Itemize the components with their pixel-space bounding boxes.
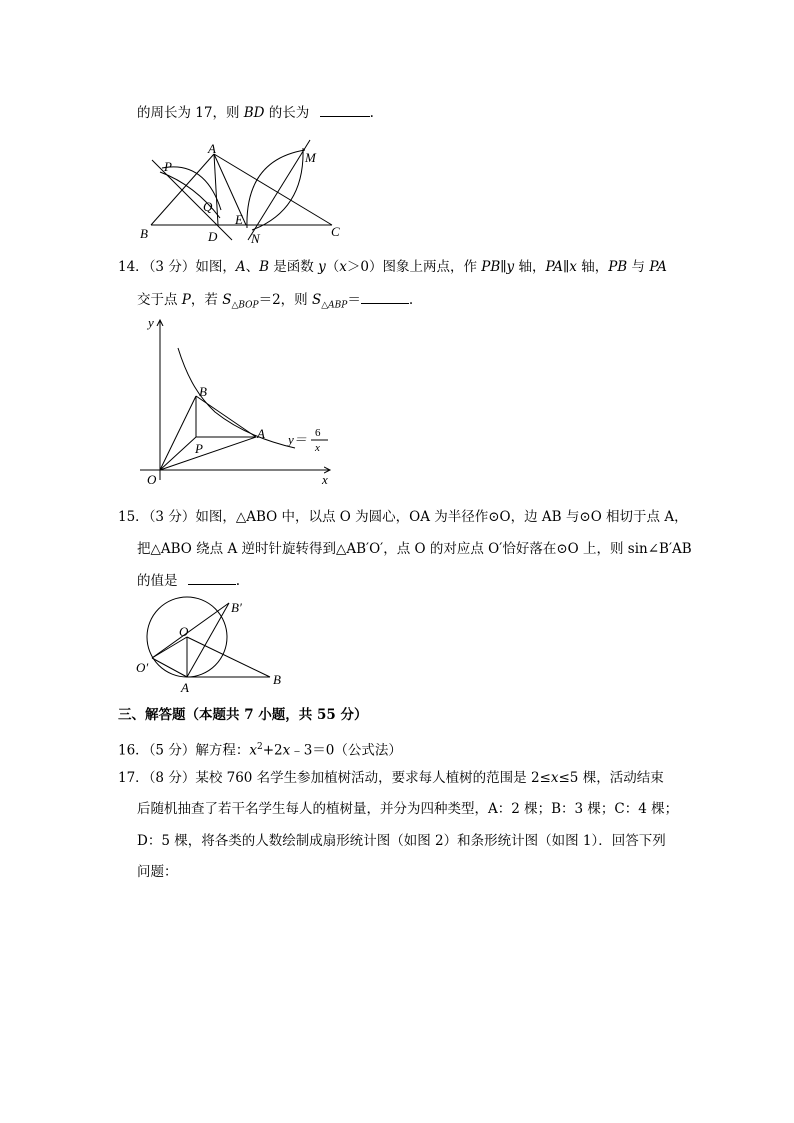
q14-text: 与 xyxy=(627,259,650,275)
q17-text: ≤5 棵，活动结束 xyxy=(558,770,664,786)
q16-line xyxy=(118,737,402,761)
q13-label-q: Q xyxy=(203,199,213,214)
q14-var-a: A xyxy=(235,259,246,275)
q13-arc-right-2 xyxy=(252,148,303,230)
q17-line2: 后随机抽查了若干名学生每人的植树量，并分为四种类型，A：2 棵；B：3 棵；C：4 棵； xyxy=(137,801,679,817)
q16-text: ﹣3＝0（公式法） xyxy=(290,742,402,759)
q15-seg-ao-prime xyxy=(152,658,187,677)
q14-pb: PB xyxy=(608,259,628,275)
q14-text: ＝ xyxy=(347,292,361,308)
q14-hyperbola xyxy=(178,348,295,448)
q15-text-line3: 的值是 xyxy=(137,573,178,589)
q15-circle-o xyxy=(147,597,227,677)
q14-text: ，若 xyxy=(190,292,223,308)
q14-s: S xyxy=(311,292,322,308)
q13-line-pq xyxy=(152,160,232,240)
q14-line1 xyxy=(118,257,667,277)
q16-var-x: x xyxy=(249,742,257,759)
q15-line3 xyxy=(137,570,240,591)
q13-label-d: D xyxy=(208,229,218,244)
q17-line4: 问题： xyxy=(137,864,178,880)
q15-seg-ob xyxy=(187,637,270,677)
q13-label-c: C xyxy=(331,224,340,239)
q13-label-a: A xyxy=(208,141,216,156)
q15-label-a: A xyxy=(181,680,189,695)
q14-seg-op xyxy=(160,437,196,470)
q15-line1 xyxy=(118,507,688,527)
q16-var-x: x xyxy=(282,742,291,759)
q14-text: 如图， xyxy=(195,259,236,275)
q14-score: （3 分） xyxy=(148,259,196,275)
q14-var-b: B xyxy=(259,259,269,275)
q13-answer-blank[interactable] xyxy=(320,102,370,117)
q14-text: 轴， xyxy=(514,259,546,275)
q13-label-e: E xyxy=(235,212,243,227)
q16-score: （5 分） xyxy=(148,742,196,759)
q13-label-n: N xyxy=(251,231,260,246)
q15-label-b: B xyxy=(273,672,281,687)
q13-line-mn xyxy=(248,140,310,240)
q14-sub-bop: △BOP xyxy=(231,300,259,311)
q15-text-line2: 把△ABO 绕点 A 逆时针旋转得到△AB′O′，点 O 的对应点 O′恰好落在⊙O 上，则 sin∠B′AB xyxy=(137,541,692,557)
q16-exponent: 2 xyxy=(256,742,263,752)
q15-end: . xyxy=(235,573,241,589)
q14-s: S xyxy=(222,292,232,308)
q15-seg-oo-prime xyxy=(152,637,187,658)
q13-side-ac xyxy=(214,154,332,225)
q13-side-ab xyxy=(151,154,214,225)
q14-var-x: x xyxy=(339,259,347,275)
q14-sub-abp: △ABP xyxy=(321,300,348,311)
q14-text: （ xyxy=(325,259,340,275)
q14-seg-ob xyxy=(160,396,196,470)
q13-segment-ae xyxy=(214,154,246,225)
q14-label-b: B xyxy=(199,384,207,399)
q14-var-y: y xyxy=(318,259,326,275)
q15-label-o-prime: O′ xyxy=(136,660,149,675)
q14-pb: PB xyxy=(481,259,501,275)
q13-label-b: B xyxy=(140,226,148,241)
q16-number: 16． xyxy=(118,742,149,759)
q14-x-axis: x xyxy=(569,259,577,275)
q14-var-p: P xyxy=(181,292,191,308)
q13-label-p: P xyxy=(164,159,172,174)
q14-func-den: x xyxy=(315,442,320,454)
q13-label-m: M xyxy=(305,150,316,165)
q14-func-label: y＝ xyxy=(288,432,307,447)
q15-answer-blank[interactable] xyxy=(188,570,236,585)
q15-seg-o-prime-b-prime xyxy=(152,603,229,658)
q14-label-a: A xyxy=(257,426,265,441)
q13-text-line xyxy=(137,102,374,123)
q14-parallel: ∥ xyxy=(563,259,570,275)
q14-line2 xyxy=(137,289,413,316)
q13-arc-right-1 xyxy=(247,150,305,228)
q14-seg-oa xyxy=(160,437,256,470)
q17-score: （8 分） xyxy=(148,770,196,786)
q14-func-num: 6 xyxy=(315,427,321,439)
q14-parallel: ∥ xyxy=(500,259,507,275)
q13-var-bd: BD xyxy=(243,105,265,121)
q16-text: +2 xyxy=(262,742,283,759)
q14-text: ＞0）图象上两点，作 xyxy=(346,259,482,275)
q13-arc-left-2 xyxy=(162,167,221,210)
q13-arc-left-1 xyxy=(160,172,220,218)
q13-text-after: 的长为 xyxy=(264,105,310,121)
q17-line3: D：5 棵，将各类的人数绘制成扇形统计图（如图 2）和条形统计图（如图 1）．回答下列 xyxy=(137,833,666,849)
q14-label-o: O xyxy=(147,472,157,487)
q14-label-x: x xyxy=(322,472,328,487)
q14-pa: PA xyxy=(545,259,564,275)
q15-number: 15． xyxy=(118,509,149,525)
q13-text-before: 的周长为 17，则 xyxy=(137,105,244,121)
q15-score: （3 分） xyxy=(148,509,196,525)
q13-end: . xyxy=(369,105,374,121)
q15-label-b-prime: B′ xyxy=(231,600,242,615)
q14-label-p: P xyxy=(195,441,203,456)
q15-label-o: O xyxy=(179,624,189,639)
q13-altitude-ad xyxy=(214,154,218,225)
q14-sep: 、 xyxy=(245,259,260,275)
q15-seg-ab-prime xyxy=(187,603,229,677)
q14-y-axis: y xyxy=(506,259,515,275)
q17-var-x: x xyxy=(550,770,559,786)
q17-number: 17． xyxy=(118,770,149,786)
q14-text: 轴， xyxy=(576,259,609,275)
q14-text: ＝2，则 xyxy=(258,292,312,308)
q14-number: 14． xyxy=(118,259,149,275)
q14-seg-ba xyxy=(196,396,256,437)
q14-answer-blank[interactable] xyxy=(361,289,409,304)
q15-text-line1: 如图，△ABO 中，以点 O 为圆心，OA 为半径作⊙O，边 AB 与⊙O 相切于点 A， xyxy=(195,509,688,525)
q14-end: . xyxy=(408,292,414,308)
q16-text: 解方程： xyxy=(195,742,250,759)
section-heading-3: 三、解答题（本题共 7 小题，共 55 分） xyxy=(118,707,368,723)
q14-pa: PA xyxy=(649,259,667,275)
q14-text: 是函数 xyxy=(269,259,319,275)
q17-line1 xyxy=(118,768,664,788)
q17-text: 某校 760 名学生参加植树活动，要求每人植树的范围是 2≤ xyxy=(195,770,551,786)
q14-label-y: y xyxy=(148,315,154,330)
q14-text: 交于点 xyxy=(137,292,182,308)
q15-line2 xyxy=(137,539,692,559)
